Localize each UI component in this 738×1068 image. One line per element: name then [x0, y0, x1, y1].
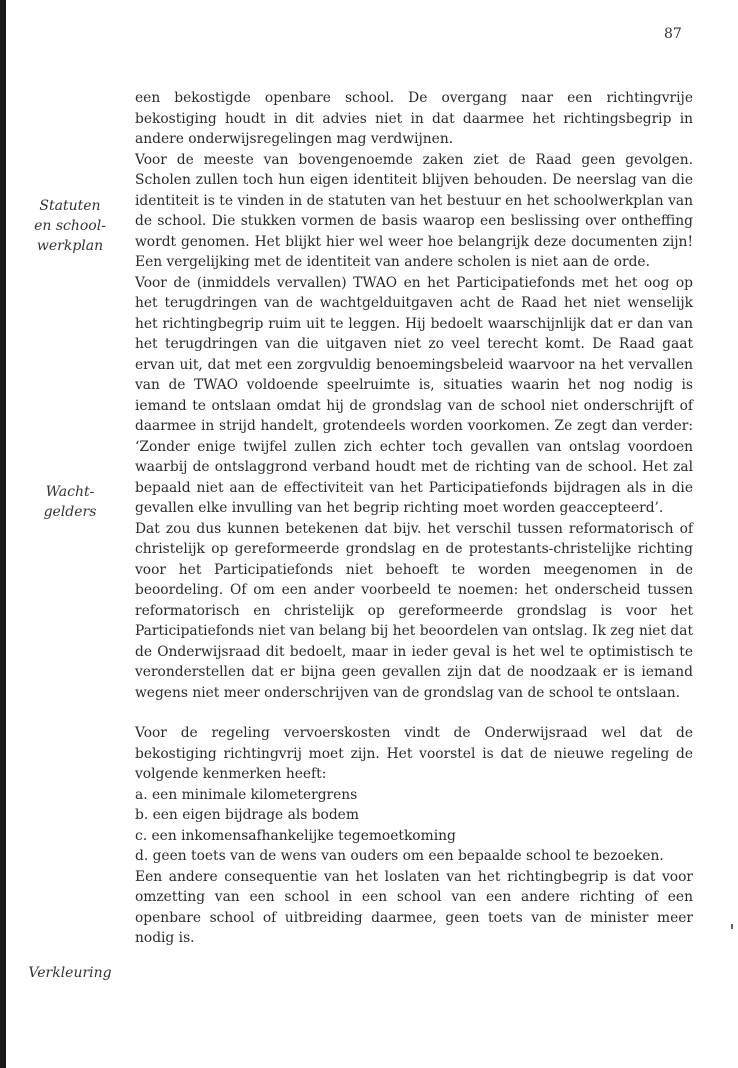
- paragraph-gap: [135, 703, 693, 723]
- paragraph-verkleuring: Een andere consequentie van het loslaten van het richtingbegrip is dat voor omzetting van een school in een school van een andere richting of een openbare school of uitbreiding daarmee, geen toets van de minister meer nodig is.: [135, 868, 693, 946]
- margin-note-line: Wacht-: [45, 484, 95, 500]
- margin-note-verkleuring: [12, 963, 128, 983]
- main-text-column: [135, 88, 693, 949]
- book-spine-edge: [0, 0, 6, 1068]
- margin-note-line: en school-: [34, 218, 106, 234]
- list-item: c. een inkomensafhankelijke tegemoetkoming: [135, 827, 456, 844]
- margin-note-line: gelders: [43, 504, 97, 520]
- margin-note-line: Verkleuring: [28, 965, 112, 981]
- scan-mark: [731, 924, 733, 929]
- list-item: a. een minimale kilometergrens: [135, 786, 358, 803]
- page-number: 87: [664, 26, 682, 42]
- paragraph-statuten: Voor de meeste van bovengenoemde zaken ziet de Raad geen gevolgen. Scholen zullen toch hun eigen identiteit blijven behouden. De neerslag van die identiteit is te vinden in de statuten van het bestuur en het schoolwerkplan van de school. Die stukken vormen de basis waarop een beslissing over ontheffing wordt genomen. Het blijkt hier wel weer hoe belangrijk deze documenten zijn! Een vergelijking met de identiteit van andere scholen is niet aan de orde.: [135, 151, 693, 270]
- margin-note-statuten: [12, 196, 128, 256]
- list-item: b. een eigen bijdrage als bodem: [135, 807, 359, 823]
- margin-note-line: Statuten: [39, 198, 101, 214]
- paragraph-bekostiging: een bekostigde openbare school. De overgang naar een richtingvrije bekostiging houdt in dit advies niet in dat daarmee het richtingsbegrip in andere onderwijsregelingen mag verdwijnen.: [135, 90, 693, 147]
- list-item: d. geen toets van de wens van ouders om een bepaalde school te bezoeken.: [135, 848, 664, 864]
- paragraph-vervoerskosten: Voor de regeling vervoerskosten vindt de Onderwijsraad wel dat de bekostiging richtingvrij moet zijn. Het voorstel is dat de nieuwe regeling de volgende kenmerken heeft:: [135, 725, 693, 782]
- margin-note-line: werkplan: [36, 238, 104, 254]
- paragraph-participatiefonds: Dat zou dus kunnen betekenen dat bijv. het verschil tussen reformatorisch of christelijk op gereformeerde grondslag en de protestants-christelijke richting voor het Participatiefonds niet behoeft te worden meegenomen in de beoordeling. Of om een ander voorbeeld te noemen: het onderscheid tussen reformatorisch en christelijk op gereformeerde grondslag is voor het Participatiefonds niet van belang bij het beoordelen van ontslag. Ik zeg niet dat de Onderwijsraad dit bedoelt, maar in ieder geval is het wel te optimistisch te veronderstellen dat er bijna geen gevallen zijn dat de noodzaak er is iemand wegens niet meer onderschrijven van de grondslag van de school te ontslaan.: [135, 520, 693, 701]
- kenmerken-list: [135, 785, 693, 867]
- margin-note-wachtgelders: [12, 482, 128, 522]
- paragraph-twao: Voor de (inmiddels vervallen) TWAO en het Participatiefonds met het oog op het terugdringen van de wachtgelduitgaven acht de Raad het niet wenselijk het richtingbegrip ruim uit te leggen. Hij bedoelt waarschijnlijk dat er dan van het terugdringen van die uitgaven niet zo veel terecht komt. De Raad gaat ervan uit, dat met een zorgvuldig benoemingsbeleid waarvoor na het vervallen van de TWAO voldoende speelruimte is, situaties waarin het nog nodig is iemand te ontslaan omdat hij de grondslag van de school niet onderschrijft of daarmee in strijd handelt, grotendeels worden voorkomen. Ze zegt dan verder: ‘Zonder enige twijfel zullen zich echter toch gevallen van ontslag voordoen waarbij de ontslaggrond verband houdt met de richting van de school. Het zal bepaald niet aan de effectiviteit van het Participatiefonds bijdragen als in die gevallen elke invulling van het begrip richting moet worden geaccepteerd’.: [135, 274, 693, 516]
